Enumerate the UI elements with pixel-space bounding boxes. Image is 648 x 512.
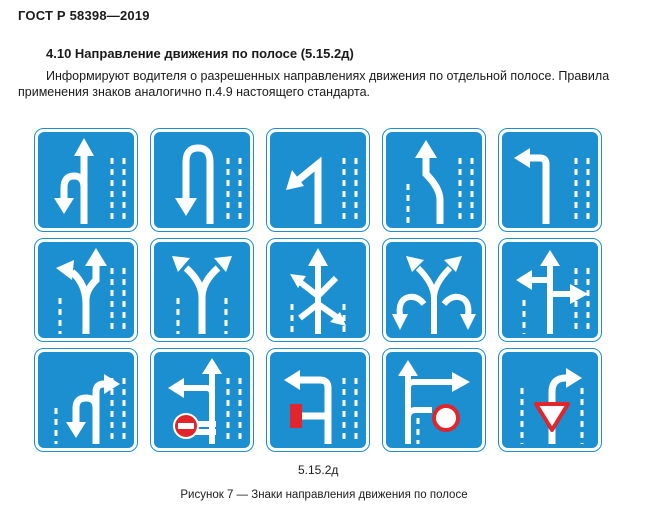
standard-header: ГОСТ Р 58398—2019: [18, 8, 150, 23]
sign-fork-left-right: [150, 238, 254, 342]
sign-straight-right-prohibition: [382, 348, 486, 452]
left-turn-arrow-icon: [266, 128, 370, 232]
uturn-left-straight-arrow-icon: [34, 128, 138, 232]
section-title: 4.10 Направление движения по полосе (5.15.2д): [46, 46, 354, 61]
fork-left-right-arrow-icon: [150, 238, 254, 342]
sign-multi-direction: [382, 238, 486, 342]
sign-left-turn: [266, 128, 370, 232]
sign-right-turn-yield: [498, 348, 602, 452]
sign-left-straight-right: [498, 238, 602, 342]
straight-right-prohibition-arrow-icon: [382, 348, 486, 452]
all-directions-arrow-icon: [266, 238, 370, 342]
uturn-left-arrow-icon: [34, 348, 138, 452]
figure-caption: Рисунок 7 — Знаки направления движения по полосе: [180, 489, 468, 501]
sign-uturn-left-straight: [34, 128, 138, 232]
left-straight-arrow-icon: [34, 238, 138, 342]
sign-left-straight: [34, 238, 138, 342]
left-straight-no-entry-arrow-icon: [150, 348, 254, 452]
uturn-arrow-icon: [150, 128, 254, 232]
paragraph-line-2: применения знаков аналогично п.4.9 настоящего стандарта.: [18, 85, 370, 99]
sign-code: 5.15.2д: [298, 463, 339, 477]
left-turn-red-barrier-arrow-icon: [266, 348, 370, 452]
multi-direction-arrow-icon: [382, 238, 486, 342]
lane-shift-straight-arrow-icon: [382, 128, 486, 232]
left-turn-arrow-icon: [498, 128, 602, 232]
sign-lane-shift-straight: [382, 128, 486, 232]
sign-uturn: [150, 128, 254, 232]
right-turn-yield-arrow-icon: [498, 348, 602, 452]
sign-left-turn-2: [498, 128, 602, 232]
sign-left-straight-no-entry: [150, 348, 254, 452]
sign-all-directions: [266, 238, 370, 342]
paragraph-line-1: Информируют водителя о разрешенных направлениях движения по отдельной полосе. Правила: [46, 69, 610, 83]
left-straight-right-arrow-icon: [498, 238, 602, 342]
sign-left-turn-red-barrier: [266, 348, 370, 452]
sign-uturn-left: [34, 348, 138, 452]
